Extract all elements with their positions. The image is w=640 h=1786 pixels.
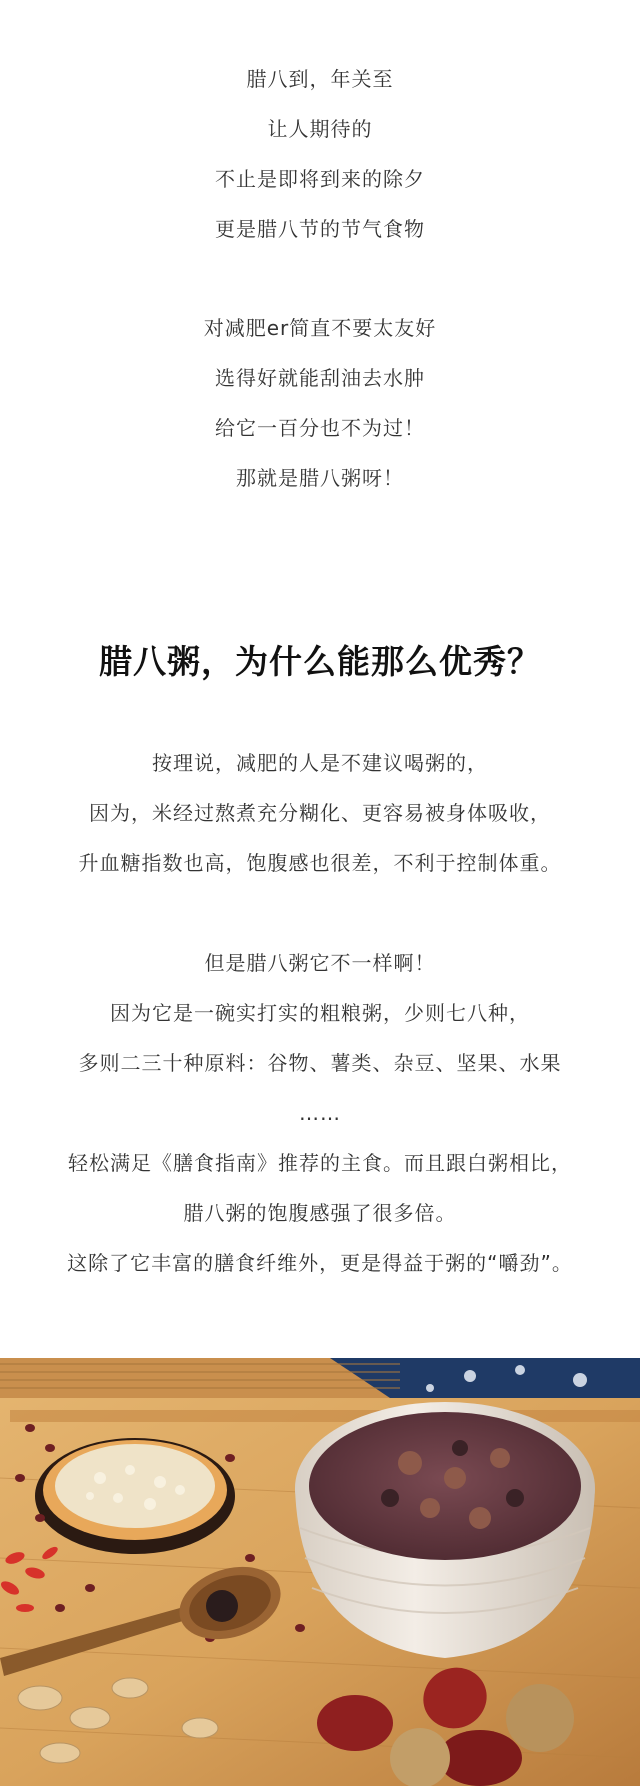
intro-line: 选得好就能刮油去水肿	[215, 366, 425, 390]
body-paragraph-1	[0, 738, 640, 888]
body-line: 因为，米经过熬煮充分糊化、更容易被身体吸收，	[89, 801, 551, 825]
body-line: 腊八粥的饱腹感强了很多倍。	[183, 1201, 457, 1225]
body-line: 但是腊八粥它不一样啊！	[204, 951, 436, 975]
body-line: 这除了它丰富的膳食纤维外，更是得益于粥的“嚼劲”。	[67, 1251, 573, 1275]
laba-porridge-photo	[0, 1358, 640, 1786]
body-paragraph-2	[0, 938, 640, 1288]
intro-line: 给它一百分也不为过！	[215, 416, 425, 440]
intro-line: 让人期待的	[267, 117, 373, 141]
intro-stanza-2	[0, 303, 640, 503]
body-line: 多则二三十种原料：谷物、薯类、杂豆、坚果、水果	[78, 1051, 562, 1075]
body-line: 按理说，减肥的人是不建议喝粥的，	[152, 751, 488, 775]
intro-line: 更是腊八节的节气食物	[215, 217, 425, 241]
body-line: ……	[299, 1101, 341, 1125]
section-title: 腊八粥，为什么能那么优秀？	[99, 642, 541, 681]
intro-line: 对减肥er简直不要太友好	[203, 316, 437, 340]
intro-line: 腊八到，年关至	[246, 67, 394, 91]
body-line: 因为它是一碗实打实的粗粮粥，少则七八种，	[110, 1001, 530, 1025]
intro-line: 那就是腊八粥呀！	[236, 466, 404, 490]
body-line: 轻松满足《膳食指南》推荐的主食。而且跟白粥相比，	[68, 1151, 572, 1175]
body-line: 升血糖指数也高，饱腹感也很差，不利于控制体重。	[78, 851, 562, 875]
intro-line: 不止是即将到来的除夕	[215, 167, 425, 191]
intro-stanza-1	[0, 54, 640, 254]
